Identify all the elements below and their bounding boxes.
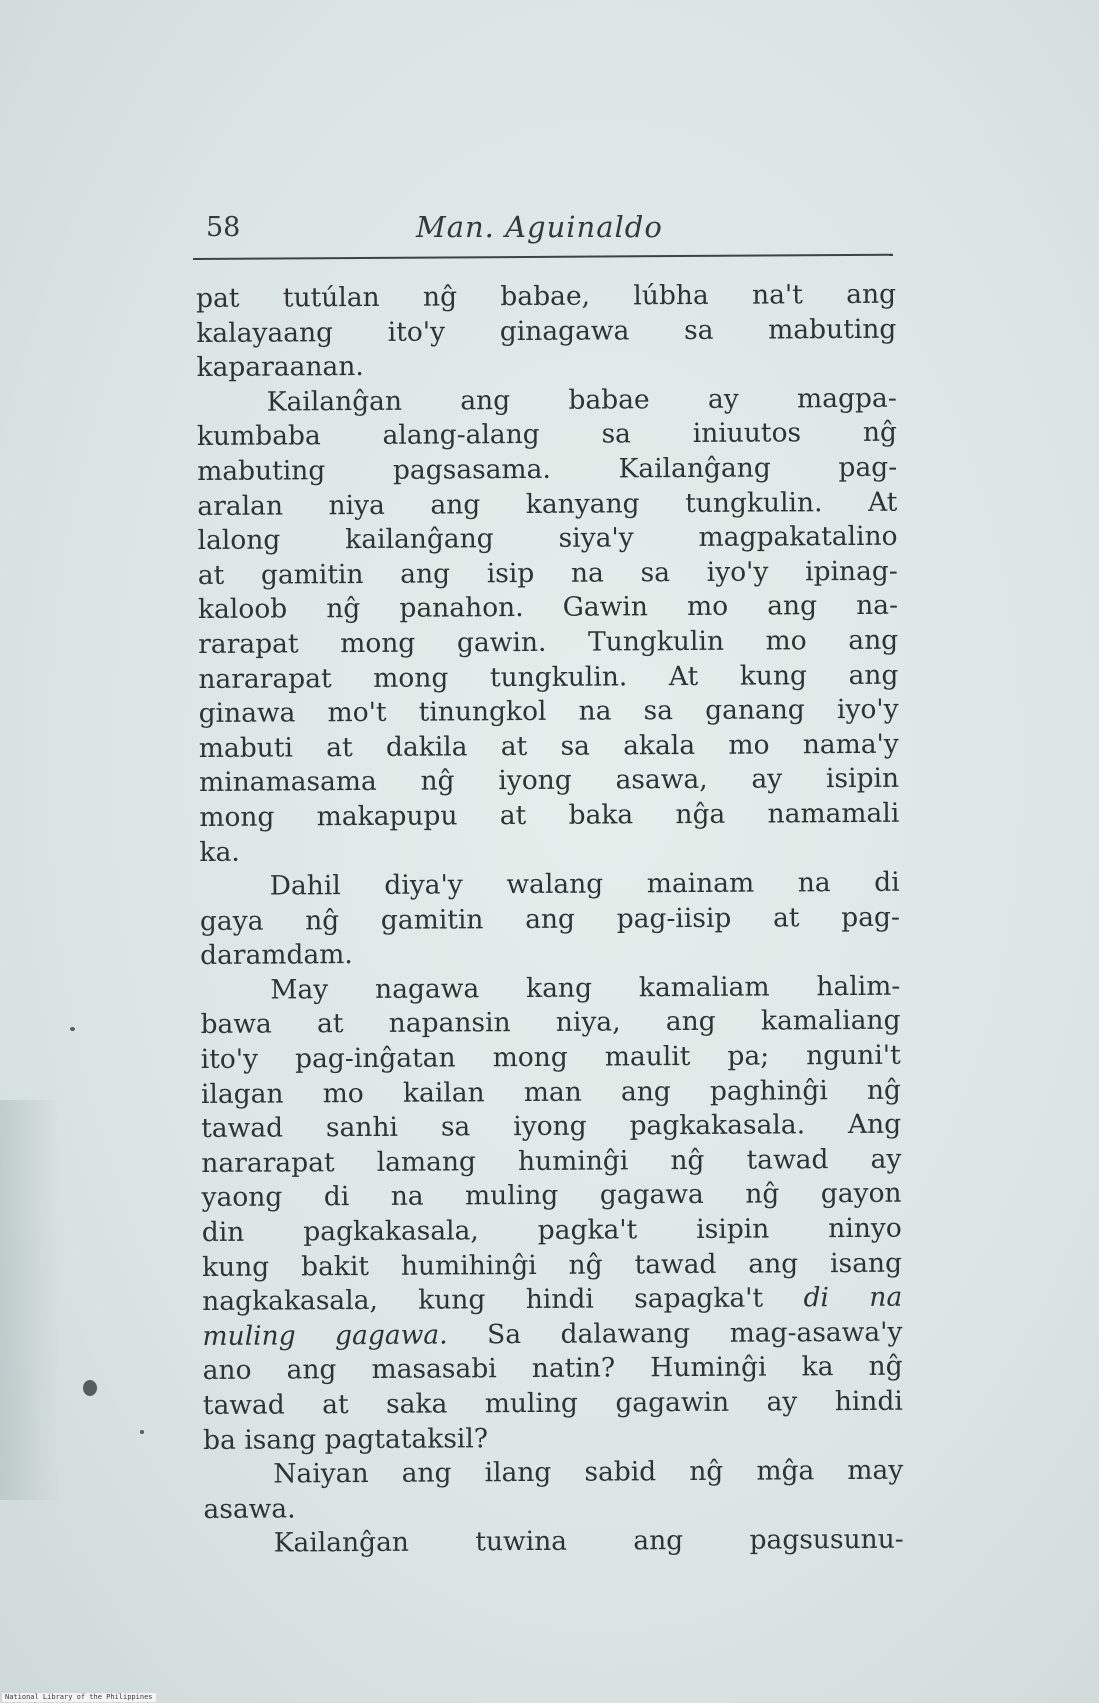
text-line: at gamitin ang isip na sa iyo'y ipinag-: [197, 555, 898, 591]
text-line: ka.: [199, 836, 240, 868]
text-line: kung bakit humihinĝi nĝ tawad ang isang: [201, 1247, 903, 1283]
text-line: kumbaba alang-alang sa iniuutos nĝ: [196, 417, 898, 453]
text-line: mabuting pagsasama. Kailanĝang pag-: [197, 451, 898, 487]
page-number: 58: [206, 212, 241, 243]
text-line: pat tutúlan nĝ babae, lúbha na't ang: [196, 278, 897, 314]
text-fragment: Sa dalawang mag-asawa'y: [487, 1316, 903, 1351]
ink-speck: [83, 1380, 97, 1396]
text-line: nararapat mong tungkulin. At kung ang: [198, 659, 899, 695]
text-line: kaparaanan.: [196, 351, 364, 384]
text-line: ginawa mo't tinungkol na sa ganang iyo'y: [198, 693, 899, 730]
text-fragment: nagkakasala, kung hindi sapagka't: [202, 1282, 764, 1318]
text-line: mabuti at dakila at sa akala mo nama'y: [198, 728, 899, 764]
text-line-mixed: [202, 1281, 902, 1320]
text-line: asawa.: [203, 1493, 296, 1525]
page-header: [206, 208, 886, 248]
text-line: din pagkakasala, pagka't isipin ninyo: [201, 1212, 902, 1249]
text-line-mixed: [202, 1316, 902, 1355]
text-line: yaong di na muling gagawa nĝ gayon: [201, 1178, 902, 1214]
text-line: Kailanĝan ang babae ay magpa-: [266, 382, 897, 418]
text-line: May nagawa kang kamaliam halim-: [270, 970, 901, 1006]
italic-fragment: muling gagawa.: [202, 1319, 448, 1352]
text-line: bawa at napansin niya, ang kamaliang: [200, 1005, 901, 1041]
ink-speck: [70, 1027, 75, 1031]
text-line: rarapat mong gawin. Tungkulin mo ang: [198, 624, 899, 660]
text-line: gaya nĝ gamitin ang pag-iisip at pag-: [199, 901, 900, 937]
text-line: ano ang masasabi natin? Huminĝi ka nĝ: [202, 1351, 903, 1387]
text-line: aralan niya ang kanyang tungkulin. At: [197, 486, 898, 522]
text-line: tawad sanhi sa iyong pagkakasala. Ang: [201, 1108, 902, 1145]
text-line: mong makapupu at baka nĝa namamali: [199, 797, 900, 833]
text-line: ba isang pagtataksil?: [202, 1422, 489, 1456]
text-line: Naiyan ang ilang sabid nĝ mĝa may: [273, 1454, 904, 1490]
text-line: daramdam.: [200, 939, 353, 972]
text-line: lalong kailanĝang siya'y magpakatalino: [197, 520, 898, 557]
text-line: ilagan mo kailan man ang paghinĝi nĝ: [200, 1074, 902, 1110]
page-edge-shadow: [0, 1100, 60, 1500]
text-line: Dahil diya'y walang mainam na di: [269, 866, 900, 902]
italic-fragment: di na: [803, 1281, 903, 1314]
text-line: nararapat lamang huminĝi nĝ tawad ay: [201, 1143, 902, 1179]
text-line: minamasama nĝ iyong asawa, ay isipin: [198, 763, 900, 799]
text-line: kalayaang ito'y ginagawa sa mabuting: [196, 313, 897, 349]
ink-speck: [140, 1430, 144, 1434]
text-line: tawad at saka muling gagawin ay hindi: [202, 1385, 903, 1421]
library-credit: National Library of the Philippines: [2, 1693, 156, 1702]
text-line: kaloob nĝ panahon. Gawin mo ang na-: [197, 590, 899, 626]
body-text: [196, 278, 904, 1562]
running-title: Man. Aguinaldo: [416, 210, 663, 244]
text-line: Kailanĝan tuwina ang pagsusunu-: [273, 1524, 904, 1559]
text-line: ito'y pag-inĝatan mong maulit pa; nguni't: [200, 1039, 901, 1076]
